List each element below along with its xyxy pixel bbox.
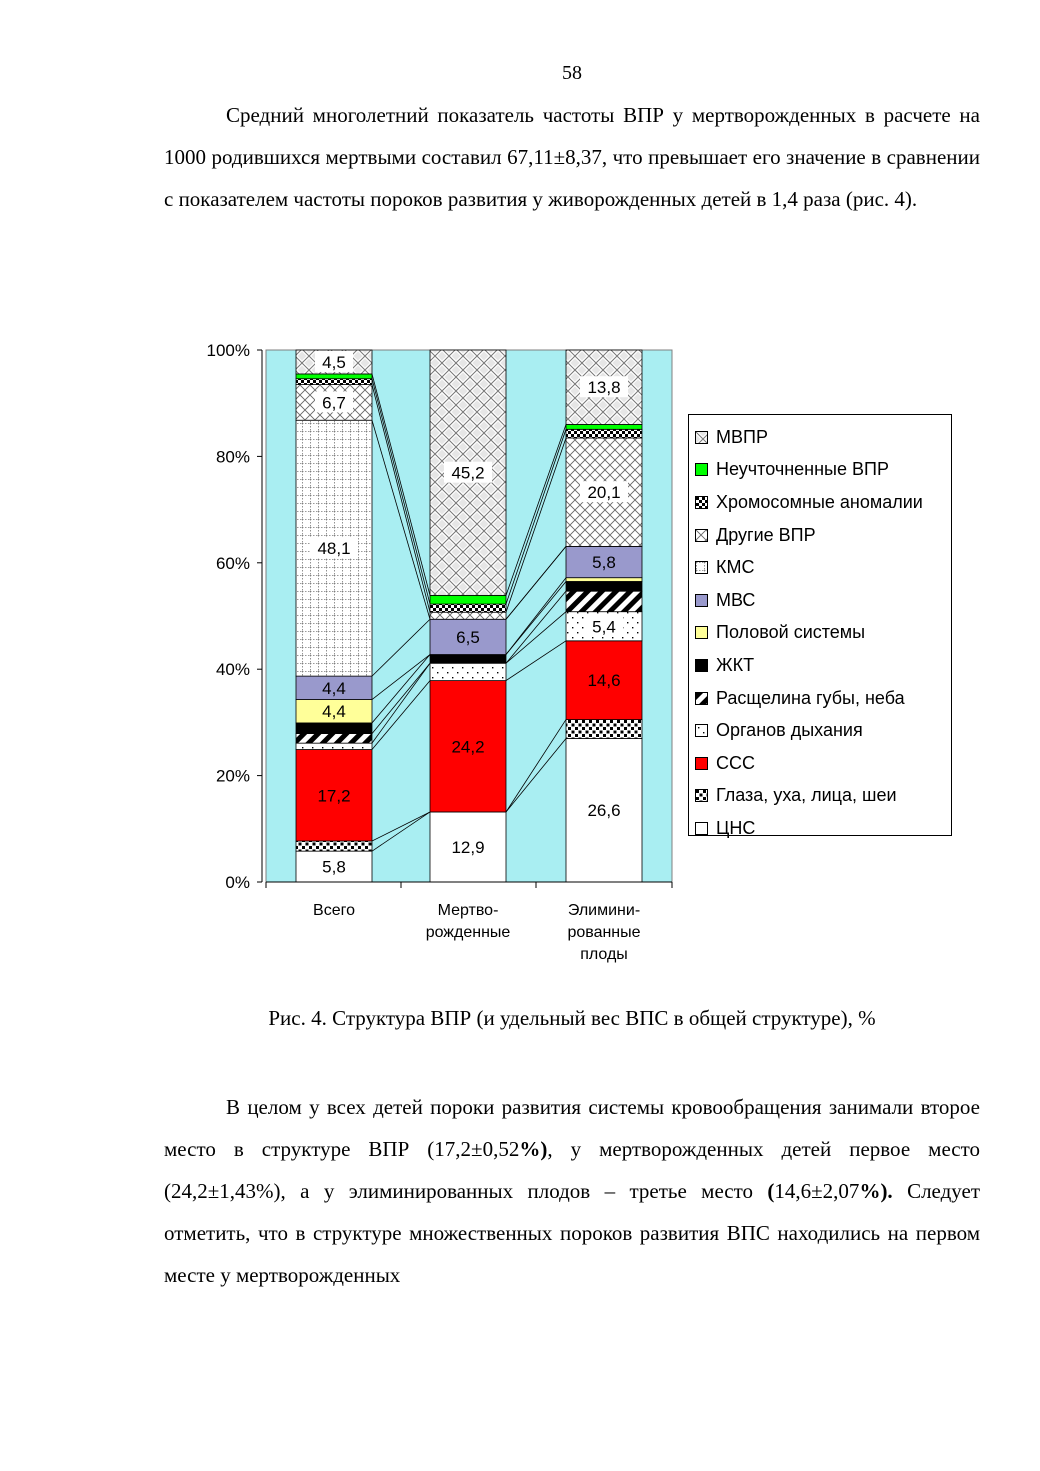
legend-label: Половой системы [716, 622, 866, 643]
legend-label: КМС [716, 557, 755, 578]
legend-swatch-fill [696, 660, 707, 671]
bar-segment [566, 720, 642, 739]
legend-swatch-fill [696, 725, 707, 736]
bar-segment [566, 429, 642, 438]
page-number: 58 [562, 62, 582, 84]
legend-swatch-fill [696, 432, 707, 443]
bar-segment [430, 655, 506, 664]
legend-swatch [695, 463, 708, 476]
legend-label: Неучточненные ВПР [716, 459, 889, 480]
x-category-label: рожденные [425, 924, 511, 941]
bar-segment [430, 612, 506, 619]
legend-swatch [695, 626, 708, 639]
bar-segment [566, 578, 642, 582]
data-label: 20,1 [587, 483, 621, 503]
legend-item [695, 617, 951, 650]
x-category-label: рованные [567, 924, 641, 941]
legend-item [695, 486, 951, 519]
bold-run: %) [519, 1137, 548, 1161]
legend-label: Органов дыхания [716, 720, 863, 741]
bar-segment [430, 604, 506, 612]
legend-swatch [695, 561, 708, 574]
legend-swatch [695, 496, 708, 509]
data-label: 6,7 [322, 393, 346, 413]
data-label: 14,6 [587, 671, 621, 691]
legend-swatch-fill [696, 627, 707, 638]
bar-segment [430, 595, 506, 604]
x-category-label: плоды [580, 946, 628, 963]
bar-segment [566, 591, 642, 612]
paragraph-discussion [164, 1086, 980, 1296]
bar-segment [296, 723, 372, 734]
data-label: 13,8 [587, 378, 621, 398]
bar-segment [296, 743, 372, 749]
x-category-label: Элимини- [567, 902, 641, 919]
legend-item [695, 780, 951, 813]
paragraph-intro: Средний многолетний показатель частоты ВПР у мертворожденных в расчете на 1000 родившихся мертвыми составил 67,11±8,37, что превышает его значение в сравнении с показателем частоты пороков развития у живорожденных детей в 1,4 раза (рис. 4). [164, 103, 980, 211]
bold-run: %). [859, 1179, 893, 1203]
legend-swatch-fill [696, 693, 707, 704]
legend-swatch-fill [696, 497, 707, 508]
legend-item [695, 421, 951, 454]
legend-label: Расщелина губы, неба [716, 687, 905, 708]
legend-swatch-fill [696, 823, 707, 834]
data-label: 17,2 [317, 786, 351, 806]
legend-label: Глаза, уха, лица, шеи [716, 785, 897, 806]
legend-item [695, 454, 951, 487]
bar-segment [296, 374, 372, 379]
text-run: , у мертворожденных детей первое место (24,2±1,43%), а у элиминированных плодов – третье место [164, 1137, 981, 1203]
data-label: 48,1 [317, 539, 351, 559]
bar-segment [296, 379, 372, 385]
legend-swatch-fill [696, 595, 707, 606]
x-category-label: Мертво- [437, 902, 499, 919]
legend-item [695, 714, 951, 747]
figure-caption: Рис. 4. Структура ВПР (и удельный вес ВПС в общей структуре), % [268, 1006, 876, 1030]
data-label: 4,4 [322, 702, 346, 722]
y-tick-label: 40% [215, 660, 250, 680]
legend-label: ЦНС [716, 817, 756, 838]
legend-swatch-fill [696, 790, 707, 801]
legend-item [695, 812, 951, 845]
data-label: 6,5 [456, 627, 480, 647]
legend-swatch-fill [696, 464, 707, 475]
legend-swatch [695, 431, 708, 444]
legend-swatch [695, 692, 708, 705]
bold-run: ( [767, 1179, 775, 1203]
text-run: 14,6±2,07 [774, 1179, 860, 1203]
chart-legend [688, 414, 952, 836]
legend-label: МВПР [716, 426, 768, 447]
bar-segment [566, 424, 642, 429]
data-label: 12,9 [451, 837, 485, 857]
data-label: 45,2 [451, 463, 485, 483]
legend-swatch [695, 529, 708, 542]
y-tick-label: 0% [225, 873, 250, 892]
bar-segment [430, 663, 506, 680]
data-label: 4,5 [322, 352, 346, 372]
legend-item [695, 584, 951, 617]
data-label: 4,4 [322, 678, 346, 698]
y-tick-label: 60% [215, 553, 250, 573]
legend-swatch [695, 789, 708, 802]
legend-item [695, 747, 951, 780]
data-label: 5,8 [592, 553, 616, 573]
legend-swatch-fill [696, 562, 707, 573]
legend-item [695, 649, 951, 682]
bar-segment [296, 734, 372, 744]
data-label: 26,6 [587, 801, 621, 821]
legend-item [695, 551, 951, 584]
legend-swatch-fill [696, 530, 707, 541]
legend-label: ССС [716, 752, 755, 773]
legend-item [695, 519, 951, 552]
bar-segment [566, 581, 642, 591]
legend-swatch [695, 724, 708, 737]
data-label: 5,8 [322, 857, 346, 877]
legend-item [695, 682, 951, 715]
x-category-label: Всего [313, 902, 355, 919]
legend-label: Хромосомные аномалии [716, 491, 923, 512]
y-tick-label: 100% [206, 341, 250, 360]
legend-label: МВС [716, 589, 756, 610]
y-tick-label: 20% [215, 766, 250, 786]
data-label: 5,4 [592, 617, 616, 637]
legend-swatch [695, 757, 708, 770]
legend-swatch [695, 822, 708, 835]
bar-segment [296, 841, 372, 851]
text-run: Следует отметить, что в структуре множественных пороков развития ВПС находились на первом месте у мертворожденных [164, 1179, 981, 1287]
legend-label: ЖКТ [716, 654, 755, 675]
legend-label: Другие ВПР [716, 524, 816, 545]
data-label: 24,2 [451, 737, 485, 757]
legend-swatch-fill [696, 758, 707, 769]
legend-swatch [695, 594, 708, 607]
text-run: В целом у всех детей пороки развития системы кровообращения занимали второе место в структуре ВПР (17,2±0,52 [164, 1095, 980, 1161]
legend-swatch [695, 659, 708, 672]
y-tick-label: 80% [215, 447, 250, 467]
